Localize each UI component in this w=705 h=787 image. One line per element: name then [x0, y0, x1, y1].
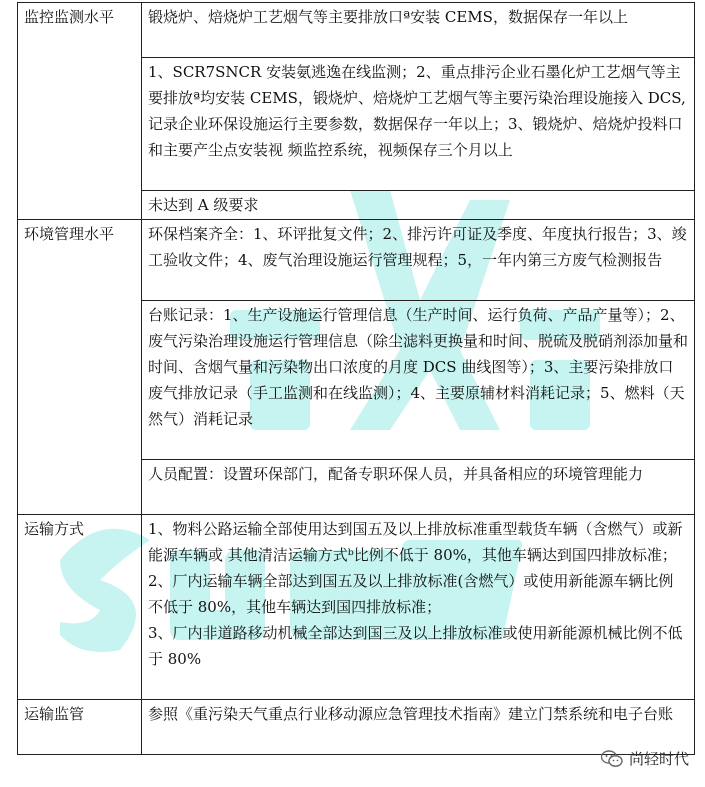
category-cell: 环境管理水平	[18, 220, 142, 515]
table-row	[18, 515, 695, 700]
table-row	[18, 220, 695, 301]
requirements-table	[17, 2, 695, 755]
category-cell: 运输监管	[18, 700, 142, 755]
content-cell: 环保档案齐全：1、环评批复文件；2、排污许可证及季度、年度执行报告；3、竣工验收文件；4、废气治理设施运行管理规程；5，一年内第三方废气检测报告	[142, 220, 695, 301]
wechat-icon	[601, 750, 623, 768]
logo-text: 尚轻时代	[628, 750, 689, 768]
content-cell: 台账记录：1、生产设施运行管理信息（生产时间、运行负荷、产品产量等）；2、废气污染治理设施运行管理信息（除尘滤料更换量和时间、脱硫及脱硝剂添加量和时间、含烟气量和污染物出口浓度的月度 DCS 曲线图等）；3、主要污染排放口废气排放记录（手工监测和在线监测）；4、主要原辅材料消耗记录；5、燃料（天然气）消耗记录	[142, 301, 695, 460]
category-cell: 监控监测水平	[18, 3, 142, 220]
content-cell: 锻烧炉、焙烧炉工艺烟气等主要排放口ª安装 CEMS，数据保存一年以上	[142, 3, 695, 58]
content-cell: 人员配置：设置环保部门，配备专职环保人员，并具备相应的环境管理能力	[142, 460, 695, 515]
category-cell: 运输方式	[18, 515, 142, 700]
account-logo	[601, 748, 689, 769]
content-cell: 参照《重污染天气重点行业移动源应急管理技术指南》建立门禁系统和电子台账	[142, 700, 695, 755]
content-cell: 1、物料公路运输全部使用达到国五及以上排放标准重型载货车辆（含燃气）或新能源车辆或 其他清洁运输方式ᵇ比例不低于 80%，其他车辆达到国四排放标准； 2、厂内运输车辆全部达到国五及以上排放标准(含燃气）或使用新能源车辆比例不低于 80%，其他车辆达到国四排放标准； 3、厂内非道路移动机械全部达到国三及以上排放标准或使用新能源机械比例不低于 80%	[142, 515, 695, 700]
table-row	[18, 700, 695, 755]
content-cell: 未达到 A 级要求	[142, 191, 695, 220]
content-cell: 1、SCR7SNCR 安装氨逃逸在线监测；2、重点排污企业石墨化炉工艺烟气等主要排放ª均安装 CEMS，锻烧炉、焙烧炉工艺烟气等主要污染治理设施接入 DCS,记录企业环保设施运行主要参数，数据保存一年以上；3、锻烧炉、焙烧炉投料口和主要产尘点安装视 频监控系统，视频保存三个月以上	[142, 58, 695, 191]
table-row	[18, 3, 695, 58]
